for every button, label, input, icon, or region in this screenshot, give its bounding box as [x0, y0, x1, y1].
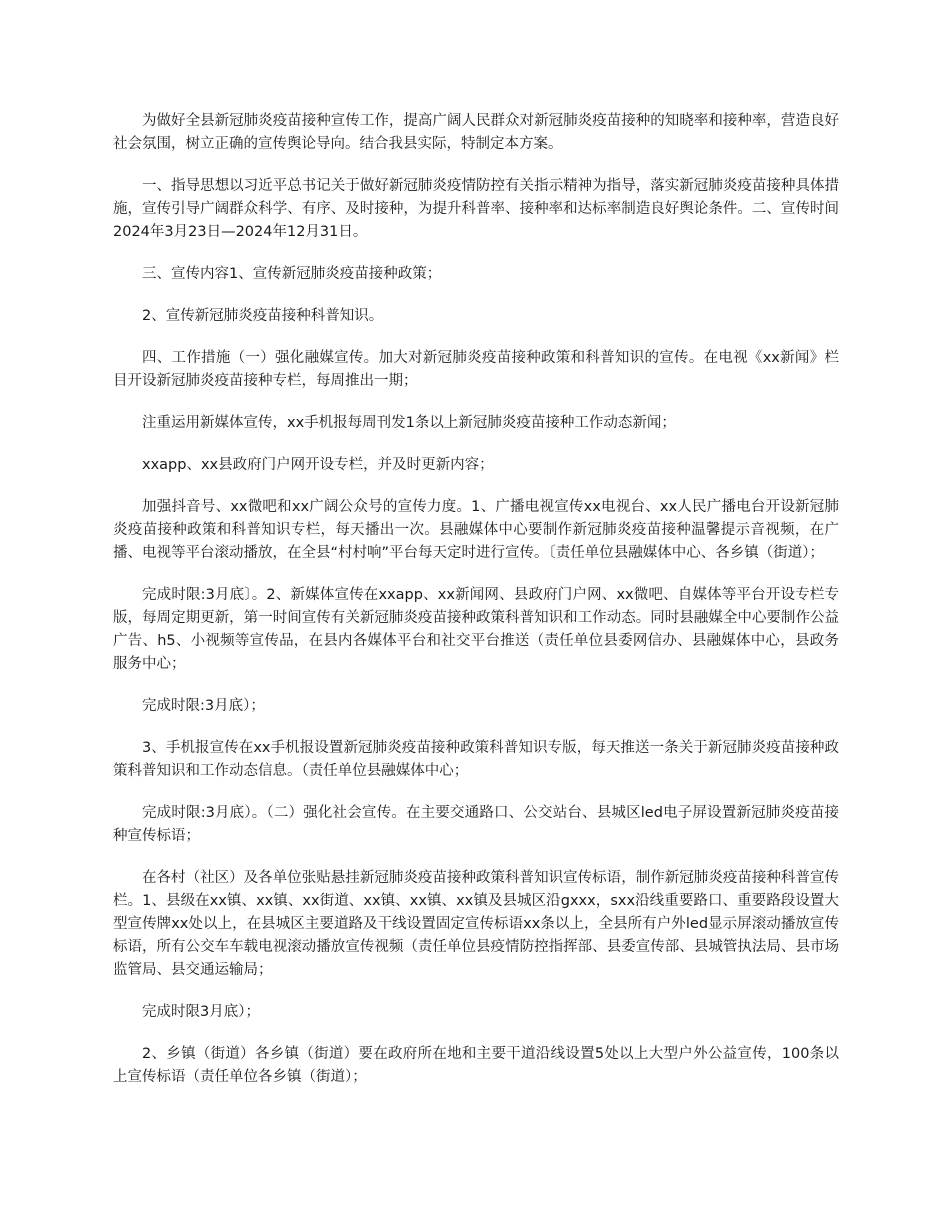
paragraph-app-portal: xxapp、xx县政府门户网开设专栏，并及时更新内容；	[142, 457, 494, 473]
paragraph-content: 三、宣传内容1、宣传新冠肺炎疫苗接种政策；	[142, 266, 442, 282]
document-body	[113, 110, 839, 1108]
paragraph-broadcast: 加强抖音号、xx微吧和xx广阔公众号的宣传力度。1、广播电视宣传xx电视台、xx人民广播电台开设新冠肺炎疫苗接种政策和科普知识专栏，每天播出一次。县融媒体中心要制作新冠肺炎疫苗接种温馨提示音视频，在广播、电视等平台滚动播放，在全县“村村响”平台每天定时进行宣传。〔责任单位县融媒体中心、各乡镇（街道）；	[113, 499, 839, 561]
paragraph-new-media: 注重运用新媒体宣传，xx手机报每周刊发1条以上新冠肺炎疫苗接种工作动态新闻；	[142, 415, 676, 431]
paragraph-mobile-news: 3、手机报宣传在xx手机报设置新冠肺炎疫苗接种政策科普知识专版，每天推送一条关于新冠肺炎疫苗接种政策科普知识和工作动态信息。（责任单位县融媒体中心；	[113, 740, 839, 779]
paragraph-social-publicity: 完成时限:3月底）。（二）强化社会宣传。在主要交通路口、公交站台、县城区led电子屏设置新冠肺炎疫苗接种宣传标语；	[113, 805, 839, 844]
paragraph-deadline-media: 完成时限:3月底〕。2、新媒体宣传在xxapp、xx新闻网、县政府门户网、xx微吧、自媒体等平台开设专栏专版，每周定期更新，第一时间宣传有关新冠肺炎疫苗接种政策科普知识和工作动态。同时县融媒全中心要制作公益广告、h5、小视频等宣传品，在县内各媒体平台和社交平台推送（责任单位县委网信办、县融媒体中心，县政务服务中心；	[113, 587, 839, 672]
paragraph-township: 2、乡镇（街道）各乡镇（街道）要在政府所在地和主要干道沿线设置5处以上大型户外公益宣传，100条以上宣传标语（责任单位各乡镇（街道）；	[113, 1046, 839, 1085]
paragraph-intro: 为做好全县新冠肺炎疫苗接种宣传工作，提高广阔人民群众对新冠肺炎疫苗接种的知晓率和接种率，营造良好社会氛围，树立正确的宣传舆论导向。结合我县实际，特制定本方案。	[113, 113, 839, 152]
paragraph-slogans: 在各村（社区）及各单位张贴悬挂新冠肺炎疫苗接种政策科普知识宣传标语，制作新冠肺炎疫苗接种科普宣传栏。1、县级在xx镇、xx镇、xx街道、xx镇、xx镇、xx镇及县城区沿gxxx，sxx沿线重要路口、重要路段设置大型宣传牌xx处以上，在县城区主要道路及干线设置固定宣传标语xx条以上，全县所有户外led显示屏滚动播放宣传标语，所有公交车车载电视滚动播放宣传视频（责任单位县疫情防控指挥部、县委宣传部、县城管执法局、县市场监管局、县交通运输局；	[113, 870, 839, 978]
paragraph-deadline-1: 完成时限:3月底）；	[142, 698, 265, 714]
paragraph-measures: 四、工作措施（一）强化融媒宣传。加大对新冠肺炎疫苗接种政策和科普知识的宣传。在电视《xx新闻》栏目开设新冠肺炎疫苗接种专栏，每周推出一期；	[113, 350, 839, 389]
paragraph-guiding-thought: 一、指导思想以习近平总书记关于做好新冠肺炎疫情防控有关指示精神为指导，落实新冠肺炎疫苗接种具体措施，宣传引导广阔群众科学、有序、及时接种，为提升科普率、接种率和达标率制造良好舆论条件。二、宣传时间2024年3月23日—2024年12月31日。	[113, 178, 839, 240]
paragraph-deadline-2: 完成时限3月底）；	[142, 1004, 260, 1020]
paragraph-content-2: 2、宣传新冠肺炎疫苗接种科普知识。	[142, 308, 384, 324]
